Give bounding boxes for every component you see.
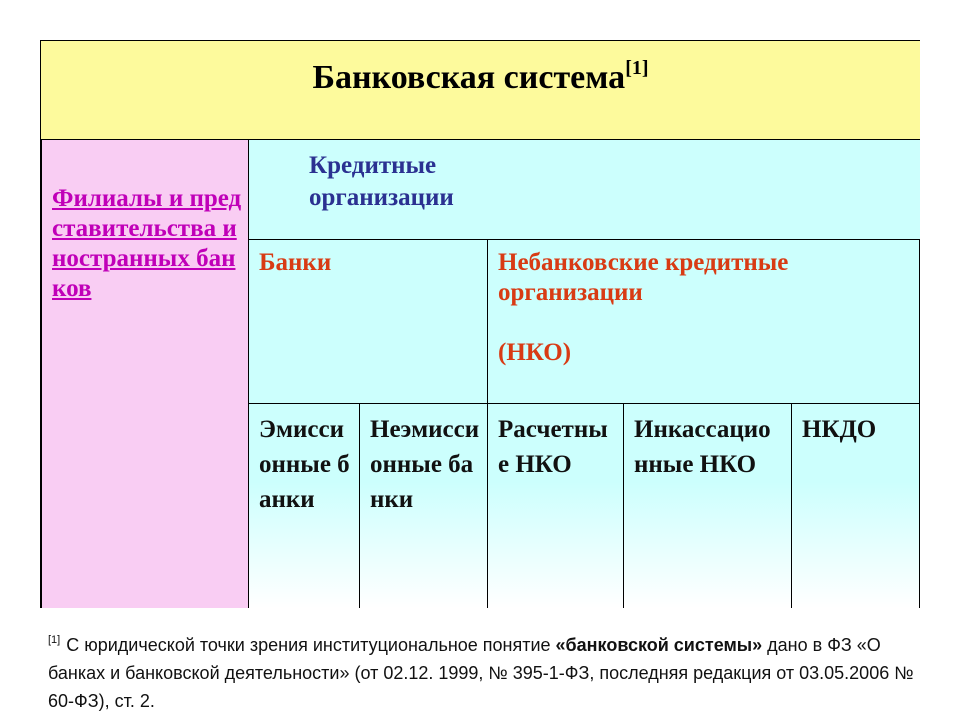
non-bank-credit-orgs-cell: [488, 240, 920, 404]
banking-system-header: [40, 40, 920, 140]
title-footnote-ref[interactable]: [1]: [625, 57, 649, 79]
footnote-text-end: дано в ФЗ «О банках и банковской деятельности» (от 02.12. 1999, № 395-1-ФЗ, последняя редакция от 03.05.2006 № 60-ФЗ), ст. 2.: [48, 635, 914, 711]
settlement-nko-label: Расчетные НКО: [498, 416, 608, 478]
non-bank-label-abbr: (НКО): [498, 339, 572, 366]
non-bank-label-main: Небанковские кредитные организации: [498, 249, 789, 306]
footnote-ref: [1]: [48, 634, 61, 646]
page-title: [41, 57, 920, 97]
footnote: [48, 626, 928, 715]
foreign-branches-link[interactable]: Филиалы и представительства иностранных банков: [52, 185, 242, 302]
non-emission-banks-label: Неэмиссионные банки: [370, 416, 480, 513]
credit-organizations-label: Кредитные организации: [309, 152, 454, 211]
nkdo-cell: [792, 404, 920, 608]
non-bank-label: [498, 248, 913, 368]
title-text: Банковская система: [312, 59, 626, 96]
footnote-text-bold: «банковской системы»: [555, 635, 763, 655]
emission-banks-cell: [248, 404, 360, 608]
credit-organizations-cell: [248, 140, 920, 240]
non-emission-banks-cell: [360, 404, 488, 608]
banks-label: Банки: [259, 249, 332, 276]
footnote-text-start: С юридической точки зрения институциональное понятие: [66, 635, 556, 655]
collection-nko-label: Инкассационные НКО: [634, 416, 771, 478]
banks-cell: [248, 240, 488, 404]
emission-banks-label: Эмиссионные банки: [259, 416, 350, 513]
nkdo-label: НКДО: [802, 416, 877, 443]
collection-nko-cell: [624, 404, 792, 608]
settlement-nko-cell: [488, 404, 624, 608]
foreign-branches-cell: [40, 140, 248, 608]
